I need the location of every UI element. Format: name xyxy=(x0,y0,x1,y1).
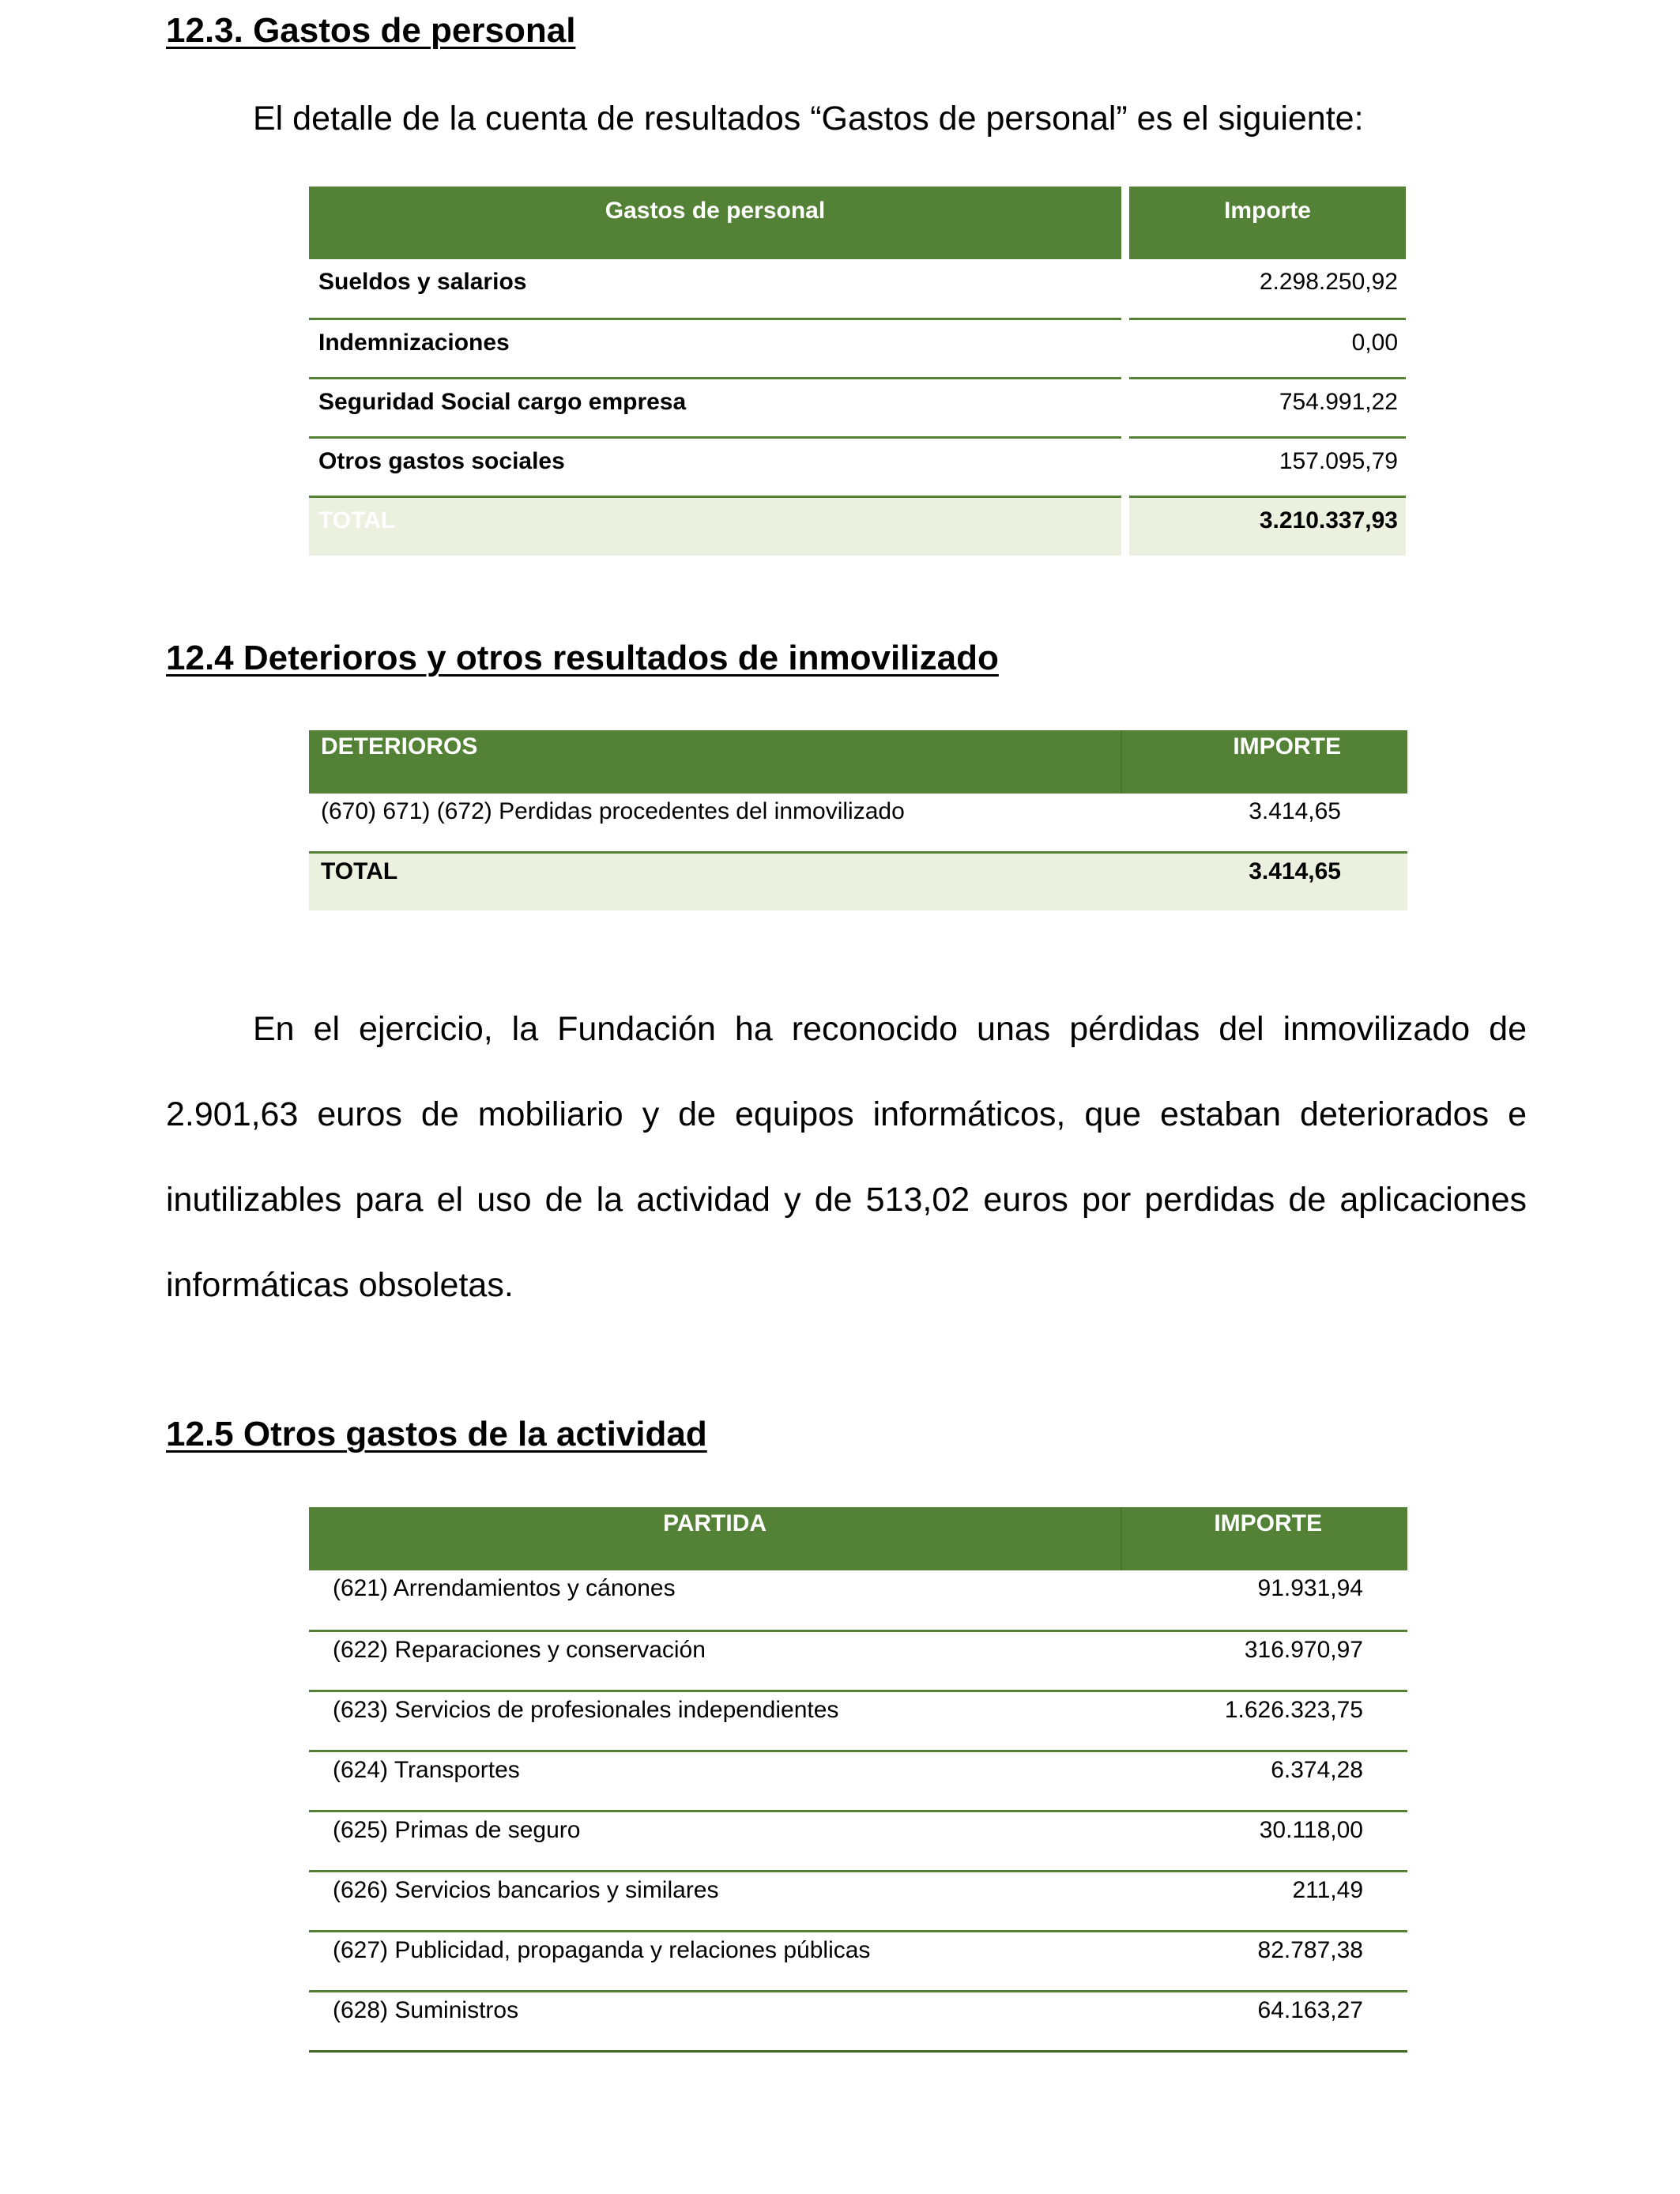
row-label: Otros gastos sociales xyxy=(309,437,1121,496)
table-row xyxy=(309,1991,1407,2051)
column-header-concept: Gastos de personal xyxy=(309,187,1121,259)
table-row xyxy=(309,437,1406,496)
row-label: (623) Servicios de profesionales independientes xyxy=(309,1691,1121,1751)
total-label: TOTAL xyxy=(309,496,1121,556)
row-label: Indemnizaciones xyxy=(309,319,1121,378)
row-value: 30.118,00 xyxy=(1121,1811,1407,1871)
column-header-partida: PARTIDA xyxy=(309,1507,1121,1570)
row-label: (624) Transportes xyxy=(309,1751,1121,1811)
table-row xyxy=(309,1811,1407,1871)
table-total-row xyxy=(309,852,1407,910)
row-value: 754.991,22 xyxy=(1129,378,1406,437)
row-label: (621) Arrendamientos y cánones xyxy=(309,1570,1121,1630)
table-row xyxy=(309,1871,1407,1931)
column-header-deterioros: DETERIOROS xyxy=(309,730,1121,794)
table-row xyxy=(309,259,1406,319)
column-header-importe: IMPORTE xyxy=(1121,730,1407,794)
row-value: 2.298.250,92 xyxy=(1129,259,1406,319)
row-label: (625) Primas de seguro xyxy=(309,1811,1121,1871)
table-header-row xyxy=(309,187,1406,259)
row-value: 157.095,79 xyxy=(1129,437,1406,496)
cell-gap xyxy=(1121,319,1129,378)
total-value: 3.414,65 xyxy=(1121,852,1407,910)
table-deterioros xyxy=(309,730,1407,910)
row-label: (626) Servicios bancarios y similares xyxy=(309,1871,1121,1931)
table-otros-gastos xyxy=(309,1507,1407,2053)
table-row xyxy=(309,378,1406,437)
total-label: TOTAL xyxy=(309,852,1121,910)
row-value: 3.414,65 xyxy=(1121,794,1407,852)
row-label: Sueldos y salarios xyxy=(309,259,1121,319)
table-row xyxy=(309,1691,1407,1751)
table-row xyxy=(309,319,1406,378)
table-total-row xyxy=(309,496,1406,556)
row-value: 82.787,38 xyxy=(1121,1931,1407,1991)
row-value: 1.626.323,75 xyxy=(1121,1691,1407,1751)
cell-gap xyxy=(1121,437,1129,496)
table-header-row xyxy=(309,730,1407,794)
row-label: Seguridad Social cargo empresa xyxy=(309,378,1121,437)
total-value: 3.210.337,93 xyxy=(1129,496,1406,556)
row-value: 64.163,27 xyxy=(1121,1991,1407,2051)
heading-gastos-personal: 12.3. Gastos de personal xyxy=(166,11,576,50)
column-header-importe: IMPORTE xyxy=(1121,1507,1407,1570)
heading-otros-gastos: 12.5 Otros gastos de la actividad xyxy=(166,1415,707,1453)
table-row xyxy=(309,1570,1407,1630)
row-value: 0,00 xyxy=(1129,319,1406,378)
row-label: (627) Publicidad, propaganda y relaciones públicas xyxy=(309,1931,1121,1991)
table-row xyxy=(309,1630,1407,1691)
cell-gap xyxy=(1121,259,1129,319)
row-label: (622) Reparaciones y conservación xyxy=(309,1630,1121,1691)
table-gastos-personal xyxy=(309,187,1406,556)
row-value: 211,49 xyxy=(1121,1871,1407,1931)
deterioros-paragraph: En el ejercicio, la Fundación ha reconocido unas pérdidas del inmovilizado de 2.901,63 euros de mobiliario y de equipos informáticos, que estaban deteriorados e inutilizables para el uso de la actividad y de 513,02 euros por perdidas de aplicaciones informáticas obsoletas. xyxy=(166,1010,1527,1304)
row-value: 91.931,94 xyxy=(1121,1570,1407,1630)
table-header-row xyxy=(309,1507,1407,1570)
cell-gap xyxy=(1121,496,1129,556)
row-label: (628) Suministros xyxy=(309,1991,1121,2051)
cell-gap xyxy=(1121,378,1129,437)
column-header-amount: Importe xyxy=(1129,187,1406,259)
header-separator xyxy=(1121,187,1129,259)
table-row xyxy=(309,794,1407,852)
heading-deterioros: 12.4 Deterioros y otros resultados de inmovilizado xyxy=(166,639,999,677)
table-row xyxy=(309,1931,1407,1991)
intro-text: El detalle de la cuenta de resultados “Gastos de personal” es el siguiente: xyxy=(253,100,1364,138)
row-value: 6.374,28 xyxy=(1121,1751,1407,1811)
table-row xyxy=(309,1751,1407,1811)
row-label: (670) 671) (672) Perdidas procedentes del inmovilizado xyxy=(309,794,1121,852)
row-value: 316.970,97 xyxy=(1121,1630,1407,1691)
